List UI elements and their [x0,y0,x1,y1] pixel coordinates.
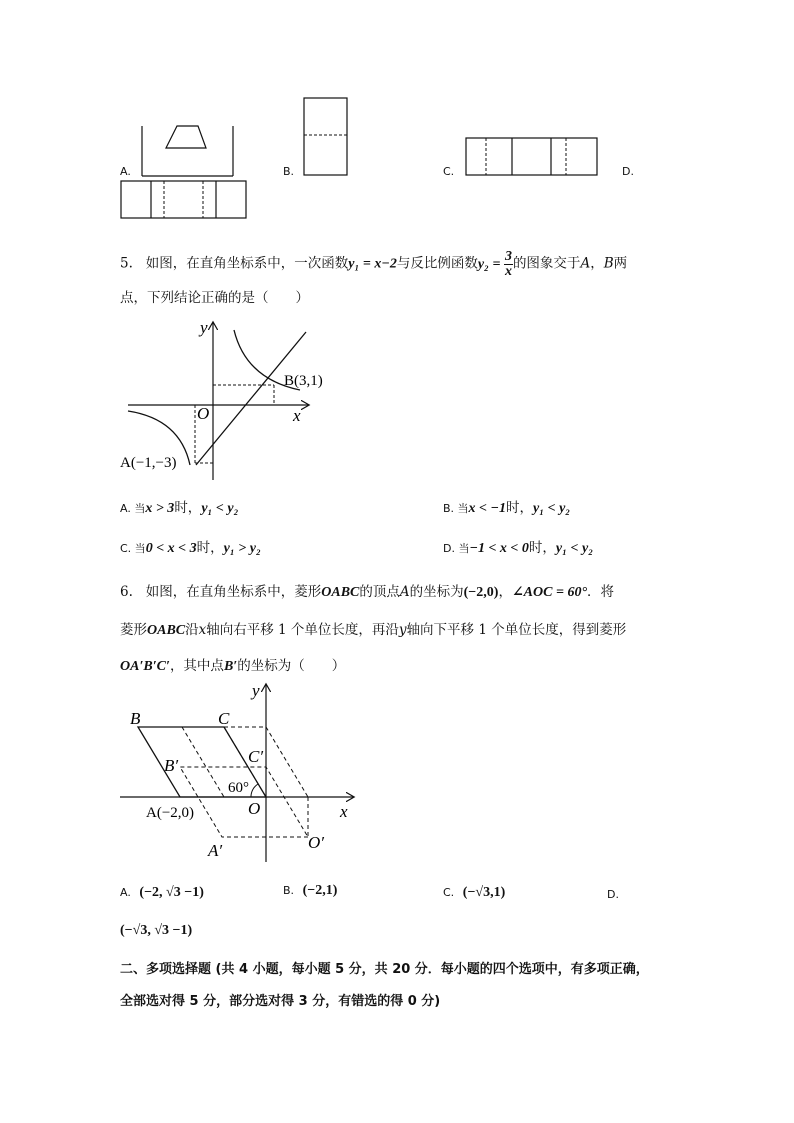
q5-option-d[interactable]: D. 当−1 < x < 0时，y₁ < y₂ [443,540,594,556]
q6-label-c-prime: C′ [248,747,264,766]
q6-label-b-prime: B′ [164,756,179,775]
q5-label-x: x [293,406,301,425]
q6-stem-line1: 6. 如图，在直角坐标系中，菱形OABC的顶点A的坐标为(−2,0)，∠AOC = 60°．将 [120,584,615,600]
q6-option-c[interactable]: C. (−√3,1) [443,885,506,900]
q5-label-o: O [197,404,210,423]
q4-option-a-figure [130,118,240,178]
q5-label-b: B(3,1) [284,373,323,389]
q6-stem-line2: 菱形OABC沿x轴向右平移 1 个单位长度，再沿y轴向下平移 1 个单位长度，得到菱形 [120,622,627,638]
q6-label-angle: 60° [228,780,249,796]
q6-option-d-label[interactable]: D. [607,888,619,901]
section2-heading-line2: 全部选对得 5 分，部分选对得 3 分，有错选的得 0 分) [120,994,441,1009]
q6-stem-line3: OA′B′C′，其中点B′的坐标为（ ） [120,658,346,674]
q5-option-a[interactable]: A. 当x > 3时，y₁ < y₂ [120,500,239,516]
section2-heading-line1: 二、多项选择题 (共 4 小题，每小题 5 分，共 20 分．每小题的四个选项中，有多项正确， [120,962,649,977]
q6-label-o: O [248,799,261,818]
q5-stem-line2: 点，下列结论正确的是（ ） [120,290,309,306]
q6-label-a: A(−2,0) [146,805,195,821]
q4-option-b-label[interactable]: B. [283,165,295,178]
q5-stem-line1: 5. 如图，在直角坐标系中，一次函数y₁ = x−2与反比例函数y₂ = $\frac{3}{x}$ 的图象交于A，B两 [120,249,628,279]
q6-label-o-prime: O′ [308,833,324,852]
q5-option-b[interactable]: B. 当x < −1时，y₁ < y₂ [443,500,571,516]
q6-option-b[interactable]: B. (−2,1) [283,883,338,898]
q5-option-c[interactable]: C. 当0 < x < 3时，y₁ > y₂ [120,540,261,556]
q6-label-y: y [252,681,260,700]
q5-linear-function: y₁ = x−2 [348,256,397,272]
q6-rhombus-translated [180,767,308,837]
q5-number: 5. [120,255,133,272]
q5-label-a: A(−1,−3) [120,455,177,471]
q5-graph [118,315,323,485]
q6-number: 6. [120,584,133,600]
q6-label-a-prime: A′ [208,841,223,860]
q4-option-a-label[interactable]: A. [120,165,131,178]
q6-label-x: x [340,802,348,821]
q4-option-c-figure [465,137,599,177]
q6-option-a[interactable]: A. (−2, √3 −1) [120,885,204,900]
q6-option-d-value[interactable]: (−√3, √3 −1) [120,923,193,938]
q4-option-c-label[interactable]: C. [443,165,455,178]
q6-graph [118,680,363,865]
q6-label-c: C [218,709,230,728]
q5-label-y: y [200,318,208,337]
q4-option-b-figure [303,97,349,177]
q6-label-b: B [130,709,141,728]
q5-inverse-function: y₂ = $\frac{3}{x}$ [477,249,512,279]
q4-option-d-label[interactable]: D. [622,165,634,178]
q4-option-a-net [120,180,248,220]
